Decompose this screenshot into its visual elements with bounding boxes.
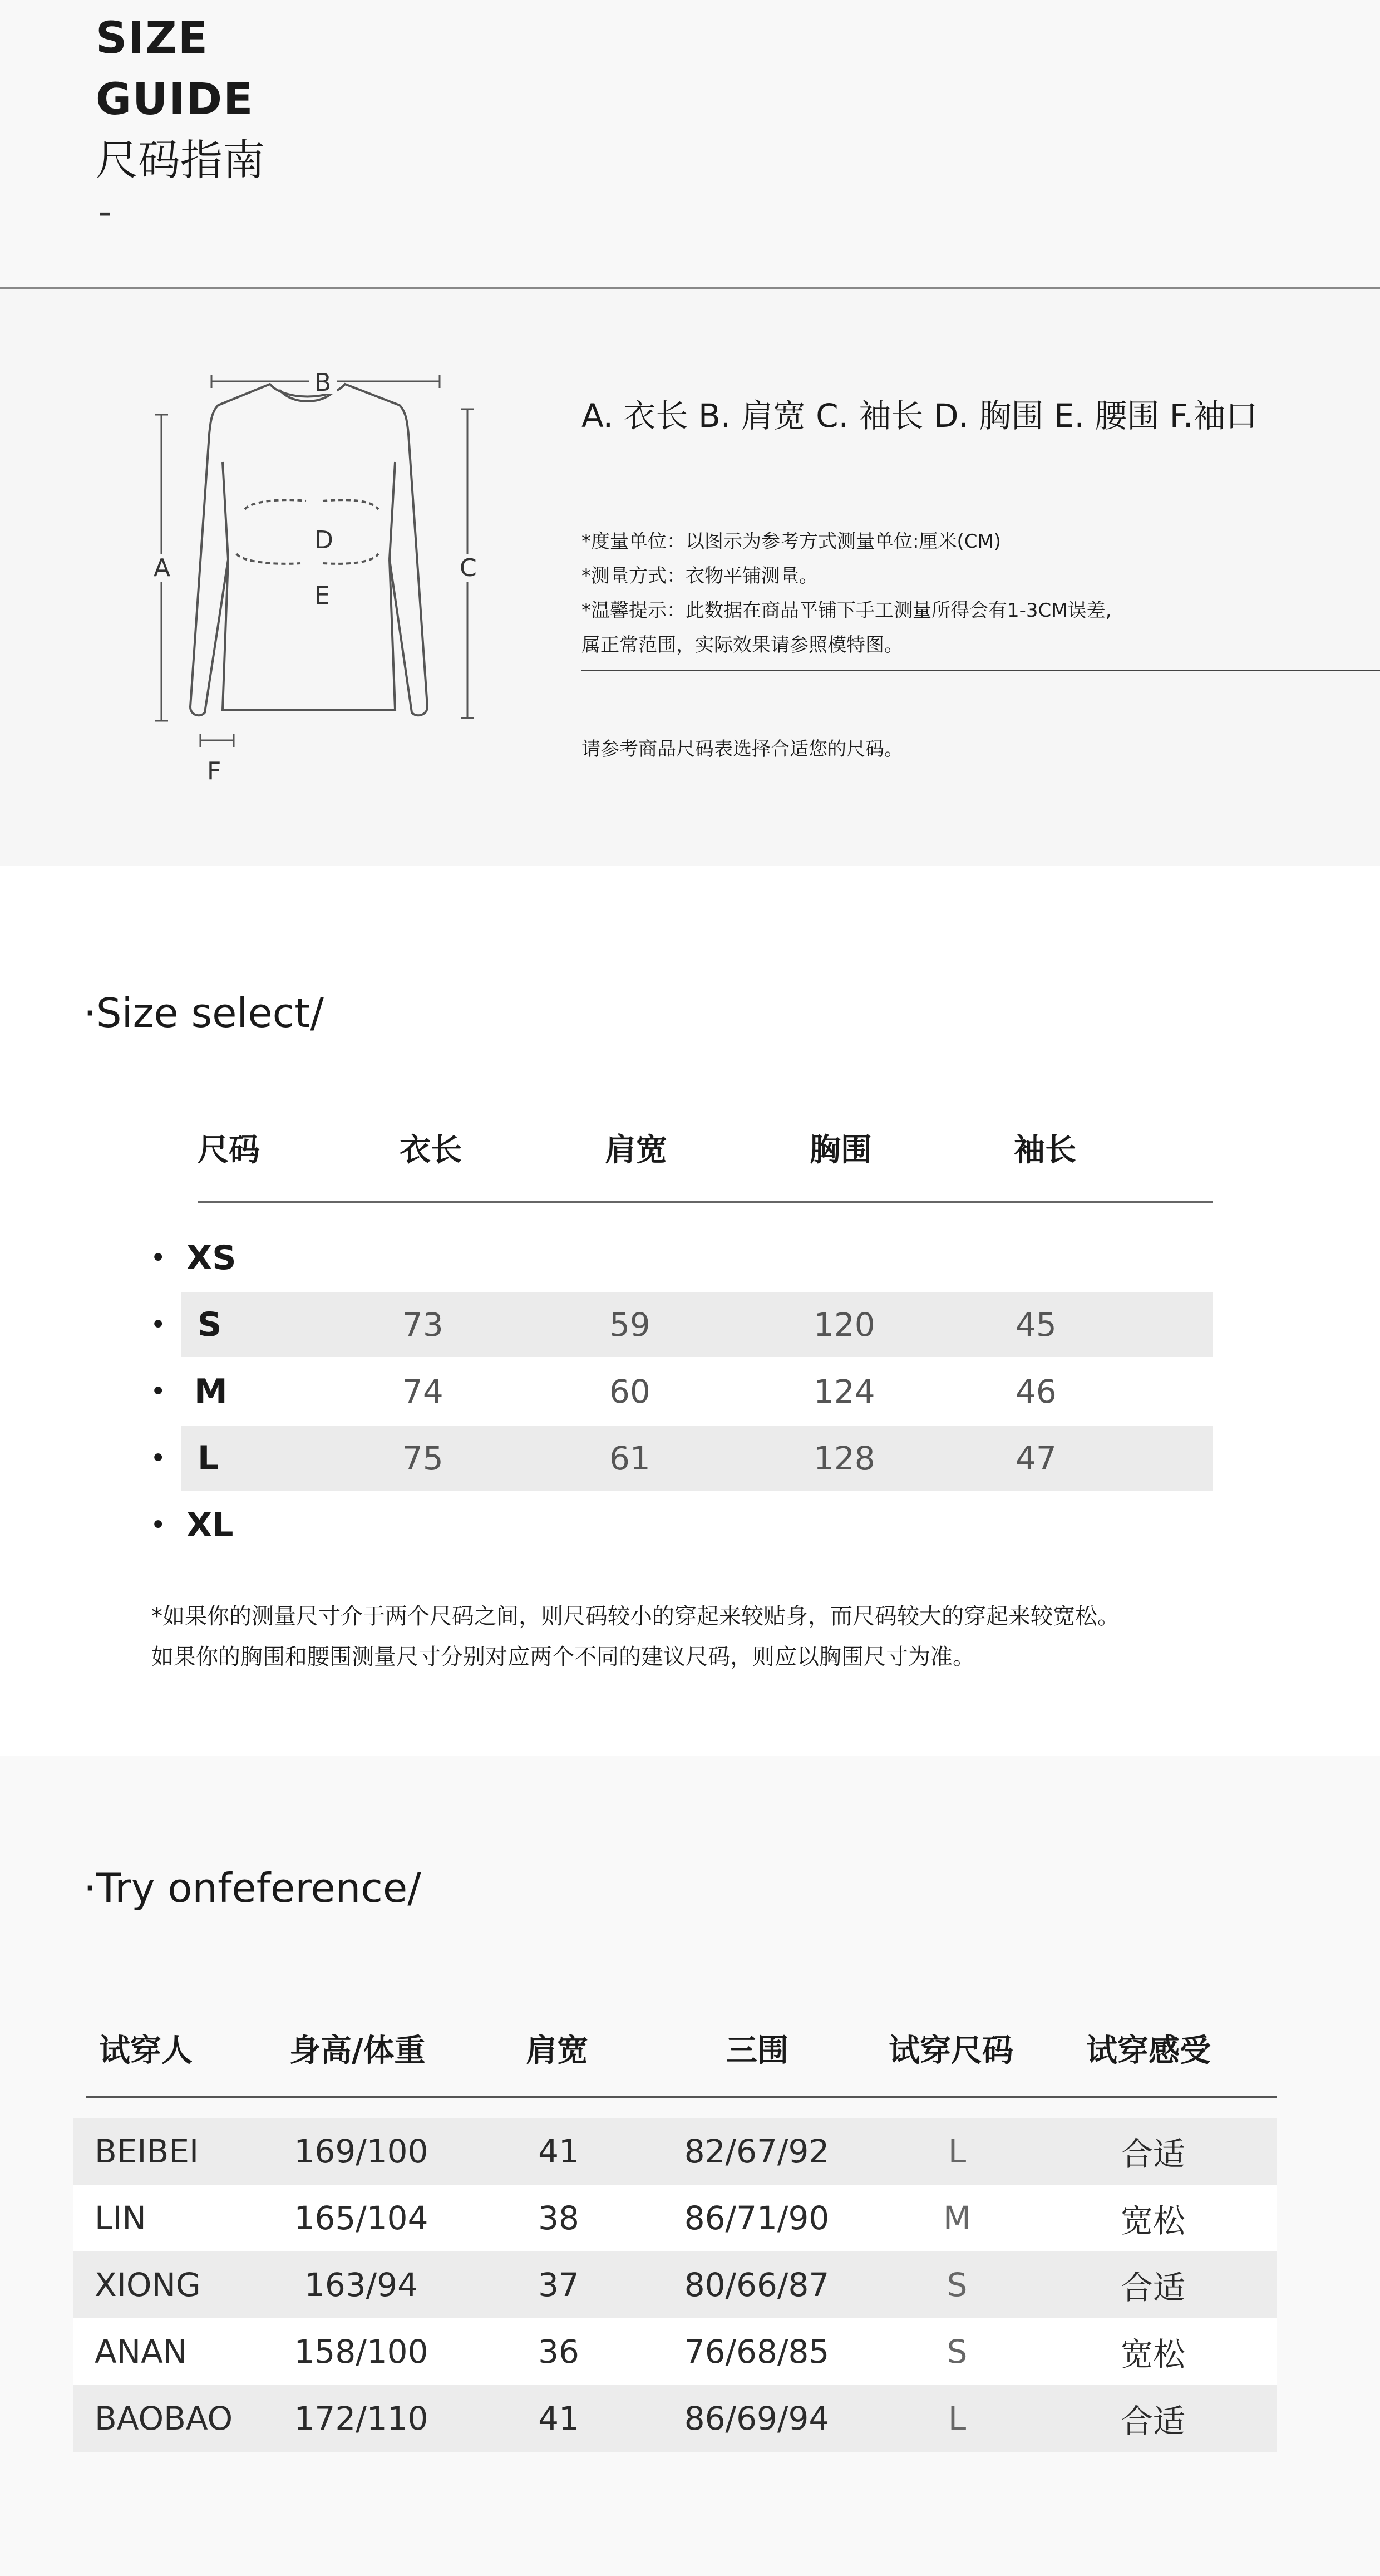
bullet: • xyxy=(150,1443,166,1474)
size-sleeve: 46 xyxy=(1016,1373,1057,1410)
try-bwh: 82/67/92 xyxy=(684,2132,830,2170)
try-feel: 合适 xyxy=(1120,2135,1185,2173)
try-col-shoulder: 肩宽 xyxy=(526,2033,588,2069)
size-row-s xyxy=(150,1292,1213,1357)
note-tip: *温馨提示：此数据在商品平铺下手工测量所得会有1-3CM误差, xyxy=(581,599,1112,622)
try-col-name: 试穿人 xyxy=(99,2033,193,2069)
select-hint: 请参考商品尺码表选择合适您的尺码。 xyxy=(581,738,903,760)
note-method: *测量方式：衣物平铺测量。 xyxy=(581,565,818,587)
label-e: E xyxy=(314,582,330,610)
try-feel: 合适 xyxy=(1120,2269,1185,2307)
size-shoulder: 61 xyxy=(609,1439,650,1477)
size-label: S xyxy=(198,1305,222,1344)
try-on-title: ·Try onfeference/ xyxy=(83,1865,421,1911)
title-dash: - xyxy=(98,189,112,234)
size-row-xs xyxy=(150,1226,1213,1290)
try-row xyxy=(73,2318,1277,2385)
size-note-line2: 如果你的胸围和腰围测量尺寸分别对应两个不同的建议尺码，则应以胸围尺寸为准。 xyxy=(151,1644,975,1670)
try-hw: 169/100 xyxy=(294,2132,428,2170)
try-bwh: 80/66/87 xyxy=(684,2266,830,2304)
garment-diagram xyxy=(139,340,484,796)
size-length: 75 xyxy=(402,1439,443,1477)
size-chest: 120 xyxy=(814,1306,875,1344)
try-bwh: 76/68/85 xyxy=(684,2333,830,2371)
label-c: C xyxy=(460,554,477,582)
try-row xyxy=(73,2251,1277,2318)
title-size: SIZE xyxy=(96,13,209,63)
note-unit: *度量单位：以图示为参考方式测量单位:厘米(CM) xyxy=(581,530,1002,553)
try-shoulder: 41 xyxy=(538,2400,579,2437)
try-col-hw: 身高/体重 xyxy=(289,2033,426,2069)
try-row xyxy=(73,2185,1277,2251)
try-name: ANAN xyxy=(95,2333,188,2371)
size-chest: 128 xyxy=(814,1439,875,1477)
try-hw: 158/100 xyxy=(294,2333,428,2371)
size-shoulder: 59 xyxy=(609,1306,650,1344)
size-col-size: 尺码 xyxy=(198,1132,260,1168)
try-size: L xyxy=(948,2400,967,2437)
try-name: XIONG xyxy=(95,2266,201,2304)
try-feel: 宽松 xyxy=(1120,2336,1185,2373)
try-col-bwh: 三围 xyxy=(726,2033,788,2069)
label-f: F xyxy=(207,757,221,785)
label-b: B xyxy=(314,368,332,397)
size-shoulder: 60 xyxy=(609,1373,650,1410)
try-feel: 宽松 xyxy=(1120,2202,1185,2240)
note-tip-cont: 属正常范围，实际效果请参照模特图。 xyxy=(581,634,903,656)
size-row-l xyxy=(150,1426,1213,1491)
size-row-xl xyxy=(150,1493,1213,1557)
title-cn: 尺码指南 xyxy=(96,135,265,185)
try-shoulder: 37 xyxy=(538,2266,579,2304)
try-name: LIN xyxy=(95,2199,146,2237)
size-row-m xyxy=(150,1359,1213,1424)
size-label: M xyxy=(194,1372,228,1411)
try-hw: 165/104 xyxy=(294,2199,428,2237)
size-select-title: ·Size select/ xyxy=(83,990,324,1036)
size-col-sleeve: 袖长 xyxy=(1014,1132,1076,1168)
try-name: BEIBEI xyxy=(95,2132,199,2170)
size-sleeve: 47 xyxy=(1016,1439,1057,1477)
size-label: L xyxy=(198,1439,219,1478)
size-header-divider xyxy=(198,1201,1213,1203)
bullet: • xyxy=(150,1242,166,1274)
try-shoulder: 41 xyxy=(538,2132,579,2170)
try-row xyxy=(73,2118,1277,2185)
size-length: 74 xyxy=(402,1373,443,1410)
size-col-chest: 胸围 xyxy=(810,1132,872,1168)
notes-divider xyxy=(581,670,1380,671)
try-hw: 163/94 xyxy=(304,2266,418,2304)
size-length: 73 xyxy=(402,1306,443,1344)
try-name: BAOBAO xyxy=(95,2400,233,2437)
try-size: S xyxy=(947,2333,968,2371)
try-shoulder: 38 xyxy=(538,2199,579,2237)
size-label: XS xyxy=(186,1238,236,1277)
title-guide: GUIDE xyxy=(96,75,254,125)
size-col-length: 衣长 xyxy=(400,1132,462,1168)
bullet: • xyxy=(150,1376,166,1407)
size-sleeve: 45 xyxy=(1016,1306,1057,1344)
try-row xyxy=(73,2385,1277,2452)
try-size: M xyxy=(943,2199,972,2237)
try-feel: 合适 xyxy=(1120,2402,1185,2440)
measure-legend: A. 衣长 B. 肩宽 C. 袖长 D. 胸围 E. 腰围 F.袖口 xyxy=(581,397,1258,435)
bullet: • xyxy=(150,1309,166,1340)
try-col-size: 试穿尺码 xyxy=(889,2033,1013,2069)
shirt-outline xyxy=(190,384,427,715)
try-shoulder: 36 xyxy=(538,2333,579,2371)
try-hw: 172/110 xyxy=(294,2400,428,2437)
size-label: XL xyxy=(186,1506,234,1545)
size-col-shoulder: 肩宽 xyxy=(605,1132,667,1168)
try-bwh: 86/71/90 xyxy=(684,2199,830,2237)
label-d: D xyxy=(314,526,333,554)
try-size: S xyxy=(947,2266,968,2304)
try-col-feel: 试穿感受 xyxy=(1086,2033,1211,2069)
try-header-divider xyxy=(86,2096,1277,2098)
try-size: L xyxy=(948,2132,967,2170)
size-note-line1: *如果你的测量尺寸介于两个尺码之间，则尺码较小的穿起来较贴身，而尺码较大的穿起来较宽松。 xyxy=(151,1604,1120,1629)
size-chest: 124 xyxy=(814,1373,875,1410)
bullet: • xyxy=(150,1510,166,1541)
label-a: A xyxy=(154,554,171,582)
try-bwh: 86/69/94 xyxy=(684,2400,830,2437)
